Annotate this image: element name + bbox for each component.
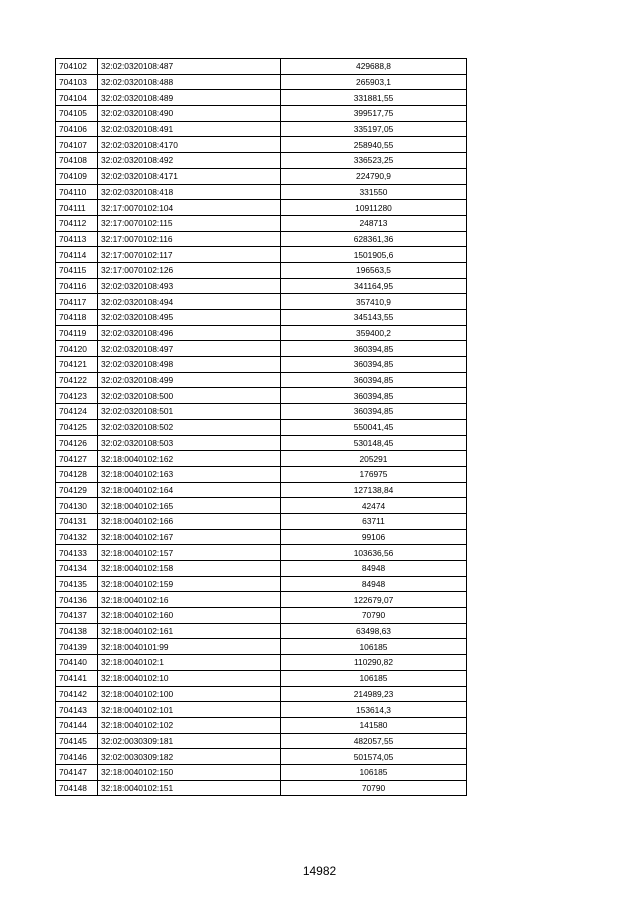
table-row	[56, 623, 467, 639]
table-row	[56, 764, 467, 780]
table-row	[56, 561, 467, 577]
row-number-cell: 704110	[56, 184, 98, 200]
table-row	[56, 294, 467, 310]
table-row	[56, 200, 467, 216]
value-cell: 265903,1	[281, 74, 467, 90]
row-number-cell: 704141	[56, 670, 98, 686]
value-cell: 360394,85	[281, 341, 467, 357]
table-row	[56, 749, 467, 765]
cadastral-number-cell: 32:18:0040102:16	[98, 592, 281, 608]
row-number-cell: 704132	[56, 529, 98, 545]
table-row	[56, 153, 467, 169]
cadastral-number-cell: 32:17:0070102:116	[98, 231, 281, 247]
row-number-cell: 704118	[56, 310, 98, 326]
row-number-cell: 704107	[56, 137, 98, 153]
table-row	[56, 670, 467, 686]
value-cell: 10911280	[281, 200, 467, 216]
row-number-cell: 704116	[56, 278, 98, 294]
cadastral-number-cell: 32:02:0320108:498	[98, 357, 281, 373]
cadastral-number-cell: 32:02:0320108:496	[98, 325, 281, 341]
value-cell: 110290,82	[281, 655, 467, 671]
value-cell: 106185	[281, 670, 467, 686]
value-cell: 84948	[281, 576, 467, 592]
cadastral-number-cell: 32:18:0040102:10	[98, 670, 281, 686]
cadastral-number-cell: 32:18:0040102:151	[98, 780, 281, 796]
cadastral-number-cell: 32:18:0040102:160	[98, 608, 281, 624]
row-number-cell: 704106	[56, 121, 98, 137]
cadastral-number-cell: 32:18:0040102:161	[98, 623, 281, 639]
row-number-cell: 704117	[56, 294, 98, 310]
row-number-cell: 704136	[56, 592, 98, 608]
value-cell: 530148,45	[281, 435, 467, 451]
table-row	[56, 639, 467, 655]
row-number-cell: 704103	[56, 74, 98, 90]
value-cell: 360394,85	[281, 404, 467, 420]
table-row	[56, 121, 467, 137]
table-row	[56, 215, 467, 231]
row-number-cell: 704125	[56, 419, 98, 435]
cadastral-number-cell: 32:17:0070102:104	[98, 200, 281, 216]
table-row	[56, 388, 467, 404]
value-cell: 248713	[281, 215, 467, 231]
cadastral-number-cell: 32:18:0040102:1	[98, 655, 281, 671]
row-number-cell: 704137	[56, 608, 98, 624]
cadastral-number-cell: 32:02:0320108:491	[98, 121, 281, 137]
cadastral-number-cell: 32:18:0040102:100	[98, 686, 281, 702]
row-number-cell: 704127	[56, 451, 98, 467]
row-number-cell: 704130	[56, 498, 98, 514]
table-row	[56, 529, 467, 545]
cadastral-number-cell: 32:02:0320108:497	[98, 341, 281, 357]
value-cell: 429688,8	[281, 59, 467, 75]
row-number-cell: 704122	[56, 372, 98, 388]
cadastral-number-cell: 32:18:0040102:102	[98, 717, 281, 733]
cadastral-number-cell: 32:02:0320108:500	[98, 388, 281, 404]
value-cell: 196563,5	[281, 262, 467, 278]
cadastral-number-cell: 32:02:0030309:182	[98, 749, 281, 765]
value-cell: 336523,25	[281, 153, 467, 169]
table-row	[56, 702, 467, 718]
cadastral-number-cell: 32:02:0320108:495	[98, 310, 281, 326]
table-row	[56, 231, 467, 247]
cadastral-number-cell: 32:02:0320108:503	[98, 435, 281, 451]
cadastral-number-cell: 32:18:0040102:162	[98, 451, 281, 467]
row-number-cell: 704128	[56, 466, 98, 482]
table-row	[56, 106, 467, 122]
row-number-cell: 704131	[56, 513, 98, 529]
table-row	[56, 733, 467, 749]
row-number-cell: 704108	[56, 153, 98, 169]
value-cell: 224790,9	[281, 168, 467, 184]
value-cell: 141580	[281, 717, 467, 733]
value-cell: 331881,55	[281, 90, 467, 106]
value-cell: 331550	[281, 184, 467, 200]
cadastral-number-cell: 32:02:0320108:492	[98, 153, 281, 169]
value-cell: 70790	[281, 780, 467, 796]
row-number-cell: 704144	[56, 717, 98, 733]
row-number-cell: 704115	[56, 262, 98, 278]
table-row	[56, 780, 467, 796]
table-row	[56, 184, 467, 200]
value-cell: 360394,85	[281, 372, 467, 388]
row-number-cell: 704114	[56, 247, 98, 263]
table-row	[56, 419, 467, 435]
cadastral-number-cell: 32:02:0320108:501	[98, 404, 281, 420]
value-cell: 341164,95	[281, 278, 467, 294]
value-cell: 214989,23	[281, 686, 467, 702]
row-number-cell: 704143	[56, 702, 98, 718]
value-cell: 106185	[281, 639, 467, 655]
row-number-cell: 704112	[56, 215, 98, 231]
cadastral-number-cell: 32:18:0040102:101	[98, 702, 281, 718]
table-row	[56, 655, 467, 671]
value-cell: 1501905,6	[281, 247, 467, 263]
cadastral-number-cell: 32:17:0070102:117	[98, 247, 281, 263]
table-row	[56, 466, 467, 482]
value-cell: 501574,05	[281, 749, 467, 765]
cadastral-number-cell: 32:17:0070102:126	[98, 262, 281, 278]
table-row	[56, 545, 467, 561]
row-number-cell: 704120	[56, 341, 98, 357]
cadastral-number-cell: 32:18:0040102:167	[98, 529, 281, 545]
table-row	[56, 325, 467, 341]
value-cell: 153614,3	[281, 702, 467, 718]
row-number-cell: 704102	[56, 59, 98, 75]
cadastral-number-cell: 32:02:0320108:499	[98, 372, 281, 388]
cadastral-number-cell: 32:02:0320108:494	[98, 294, 281, 310]
table-row	[56, 247, 467, 263]
row-number-cell: 704142	[56, 686, 98, 702]
cadastral-number-cell: 32:17:0070102:115	[98, 215, 281, 231]
table-row	[56, 90, 467, 106]
cadastral-number-cell: 32:18:0040102:165	[98, 498, 281, 514]
value-cell: 360394,85	[281, 388, 467, 404]
cadastral-number-cell: 32:02:0320108:488	[98, 74, 281, 90]
cadastral-number-cell: 32:02:0320108:493	[98, 278, 281, 294]
cadastral-number-cell: 32:18:0040102:163	[98, 466, 281, 482]
table-row	[56, 341, 467, 357]
value-cell: 357410,9	[281, 294, 467, 310]
cadastral-number-cell: 32:02:0320108:489	[98, 90, 281, 106]
table-row	[56, 262, 467, 278]
value-cell: 345143,55	[281, 310, 467, 326]
value-cell: 70790	[281, 608, 467, 624]
table-row	[56, 498, 467, 514]
cadastral-number-cell: 32:18:0040102:166	[98, 513, 281, 529]
row-number-cell: 704146	[56, 749, 98, 765]
value-cell: 360394,85	[281, 357, 467, 373]
cadastral-number-cell: 32:02:0030309:181	[98, 733, 281, 749]
row-number-cell: 704145	[56, 733, 98, 749]
cadastral-number-cell: 32:18:0040102:158	[98, 561, 281, 577]
row-number-cell: 704148	[56, 780, 98, 796]
value-cell: 628361,36	[281, 231, 467, 247]
table-row	[56, 74, 467, 90]
value-cell: 399517,75	[281, 106, 467, 122]
table-row	[56, 59, 467, 75]
row-number-cell: 704104	[56, 90, 98, 106]
value-cell: 42474	[281, 498, 467, 514]
table-row	[56, 310, 467, 326]
value-cell: 482057,55	[281, 733, 467, 749]
value-cell: 84948	[281, 561, 467, 577]
cadastral-number-cell: 32:02:0320108:502	[98, 419, 281, 435]
row-number-cell: 704135	[56, 576, 98, 592]
row-number-cell: 704129	[56, 482, 98, 498]
row-number-cell: 704123	[56, 388, 98, 404]
cadastral-number-cell: 32:02:0320108:490	[98, 106, 281, 122]
cadastral-number-cell: 32:02:0320108:487	[98, 59, 281, 75]
table-row	[56, 608, 467, 624]
cadastral-number-cell: 32:02:0320108:418	[98, 184, 281, 200]
value-cell: 176975	[281, 466, 467, 482]
value-cell: 103636,56	[281, 545, 467, 561]
table-row	[56, 717, 467, 733]
cadastral-number-cell: 32:18:0040102:150	[98, 764, 281, 780]
cadastral-number-cell: 32:18:0040101:99	[98, 639, 281, 655]
value-cell: 63711	[281, 513, 467, 529]
row-number-cell: 704139	[56, 639, 98, 655]
table-row	[56, 451, 467, 467]
table-row	[56, 372, 467, 388]
row-number-cell: 704109	[56, 168, 98, 184]
row-number-cell: 704113	[56, 231, 98, 247]
row-number-cell: 704147	[56, 764, 98, 780]
table-row	[56, 435, 467, 451]
table-row	[56, 686, 467, 702]
row-number-cell: 704138	[56, 623, 98, 639]
value-cell: 127138,84	[281, 482, 467, 498]
table-row	[56, 513, 467, 529]
value-cell: 106185	[281, 764, 467, 780]
row-number-cell: 704119	[56, 325, 98, 341]
row-number-cell: 704124	[56, 404, 98, 420]
table-row	[56, 482, 467, 498]
table-row	[56, 278, 467, 294]
value-cell: 335197,05	[281, 121, 467, 137]
table-row	[56, 404, 467, 420]
table-row	[56, 168, 467, 184]
value-cell: 99106	[281, 529, 467, 545]
row-number-cell: 704140	[56, 655, 98, 671]
row-number-cell: 704133	[56, 545, 98, 561]
value-cell: 205291	[281, 451, 467, 467]
value-cell: 359400,2	[281, 325, 467, 341]
value-cell: 122679,07	[281, 592, 467, 608]
cadastral-number-cell: 32:18:0040102:157	[98, 545, 281, 561]
row-number-cell: 704105	[56, 106, 98, 122]
row-number-cell: 704126	[56, 435, 98, 451]
value-cell: 258940,55	[281, 137, 467, 153]
row-number-cell: 704111	[56, 200, 98, 216]
cadastral-number-cell: 32:02:0320108:4171	[98, 168, 281, 184]
cadastral-number-cell: 32:02:0320108:4170	[98, 137, 281, 153]
table-row	[56, 357, 467, 373]
cadastral-number-cell: 32:18:0040102:159	[98, 576, 281, 592]
table-row	[56, 137, 467, 153]
value-cell: 550041,45	[281, 419, 467, 435]
page-number: 14982	[302, 864, 337, 878]
row-number-cell: 704134	[56, 561, 98, 577]
row-number-cell: 704121	[56, 357, 98, 373]
cadastral-number-cell: 32:18:0040102:164	[98, 482, 281, 498]
data-table	[55, 58, 467, 796]
table-body	[56, 59, 467, 796]
value-cell: 63498,63	[281, 623, 467, 639]
table-row	[56, 576, 467, 592]
table-row	[56, 592, 467, 608]
